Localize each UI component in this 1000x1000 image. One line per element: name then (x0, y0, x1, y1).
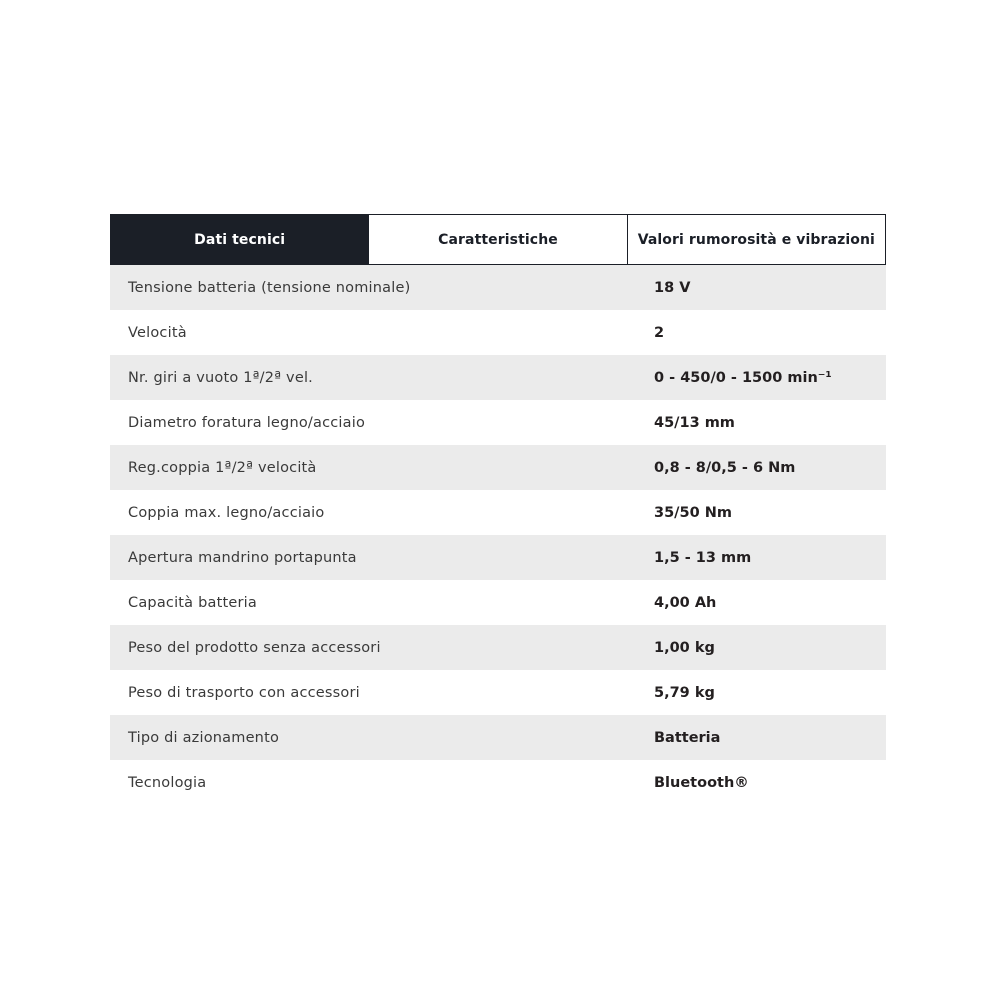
spec-row (110, 490, 886, 535)
spec-label: Nr. giri a vuoto 1ª/2ª vel. (128, 369, 313, 386)
spec-value: 45/13 mm (654, 414, 735, 431)
spec-value: 0 - 450/0 - 1500 min⁻¹ (654, 369, 832, 386)
spec-row (110, 535, 886, 580)
spec-row (110, 715, 886, 760)
spec-label: Velocità (128, 324, 187, 341)
spec-panel (110, 214, 886, 805)
spec-label: Diametro foratura legno/acciaio (128, 414, 366, 431)
tab-bar (110, 214, 886, 265)
spec-value: Bluetooth® (654, 774, 749, 791)
spec-row (110, 310, 886, 355)
spec-row (110, 760, 886, 805)
spec-label: Tecnologia (128, 774, 207, 791)
spec-label: Coppia max. legno/acciaio (128, 504, 325, 521)
spec-label: Tensione batteria (tensione nominale) (128, 279, 411, 296)
spec-value: 18 V (654, 279, 691, 296)
spec-value: 35/50 Nm (654, 504, 732, 521)
spec-row (110, 355, 886, 400)
spec-value: 2 (654, 324, 665, 341)
spec-label: Reg.coppia 1ª/2ª velocità (128, 459, 317, 476)
spec-value: 1,00 kg (654, 639, 715, 656)
spec-row (110, 670, 886, 715)
spec-value: 1,5 - 13 mm (654, 549, 752, 566)
spec-row (110, 625, 886, 670)
spec-row (110, 400, 886, 445)
spec-table (110, 265, 886, 805)
spec-row (110, 580, 886, 625)
spec-value: 5,79 kg (654, 684, 715, 701)
tab-caratteristiche[interactable]: Caratteristiche (369, 214, 627, 265)
tab-dati-tecnici[interactable]: Dati tecnici (110, 214, 369, 265)
spec-label: Peso del prodotto senza accessori (128, 639, 381, 656)
spec-label: Capacità batteria (128, 594, 257, 611)
spec-row (110, 445, 886, 490)
spec-value: Batteria (654, 729, 721, 746)
spec-label: Apertura mandrino portapunta (128, 549, 357, 566)
spec-value: 4,00 Ah (654, 594, 717, 611)
spec-label: Tipo di azionamento (128, 729, 280, 746)
spec-value: 0,8 - 8/0,5 - 6 Nm (654, 459, 796, 476)
tab-valori-rumorosita[interactable]: Valori rumorosità e vibrazioni (628, 214, 886, 265)
spec-label: Peso di trasporto con accessori (128, 684, 360, 701)
spec-row (110, 265, 886, 310)
